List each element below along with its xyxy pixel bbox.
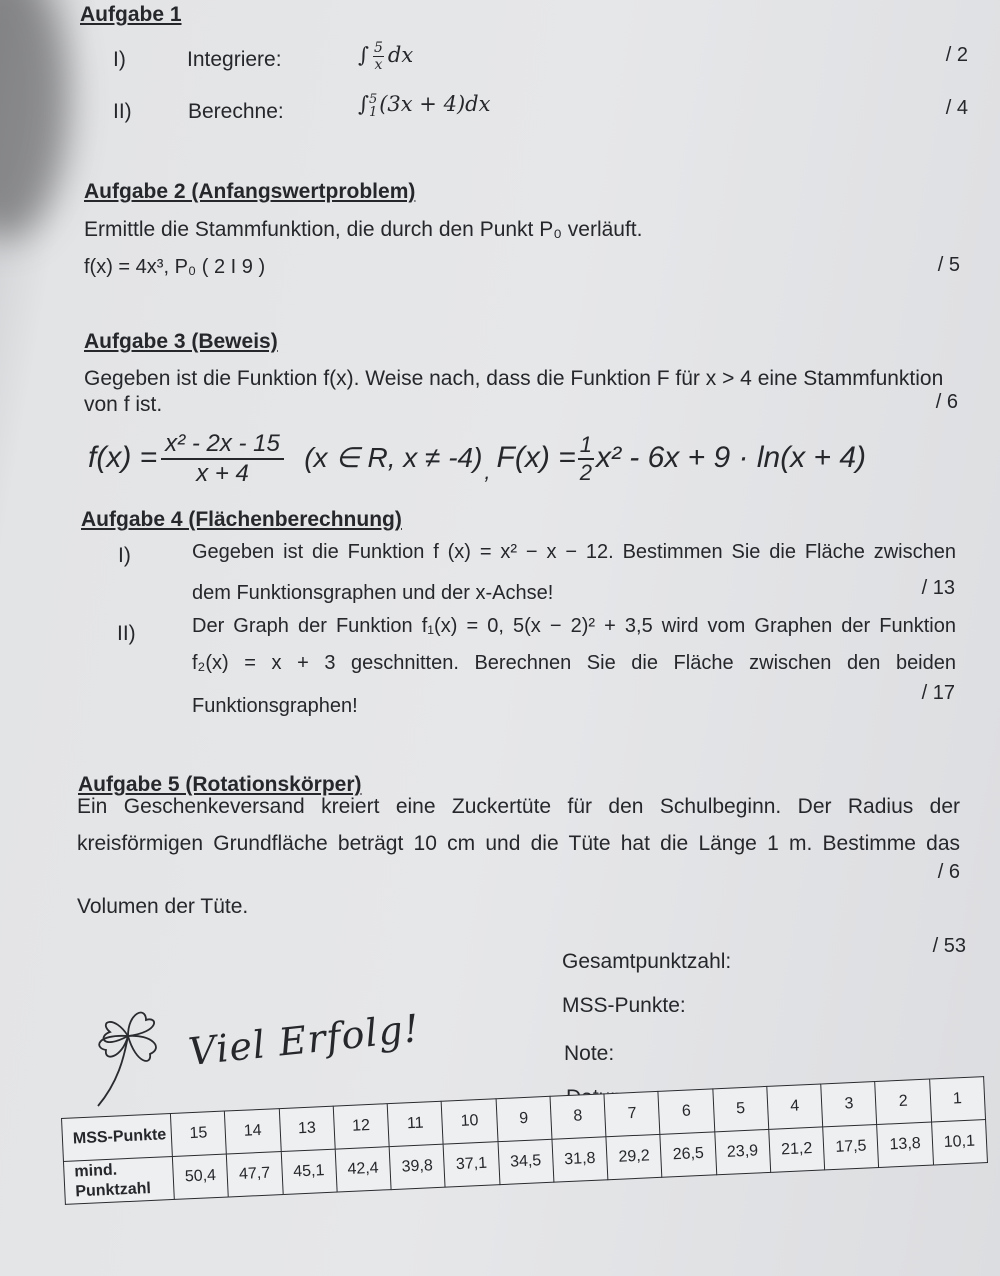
table-cell: 37,1: [443, 1142, 499, 1187]
table-cell: 10,1: [931, 1120, 987, 1165]
a4-ii-number: II): [117, 622, 136, 645]
table-cell: 9: [496, 1096, 552, 1141]
a5-line2: kreisförmigen Grundfläche beträgt 10 cm und die Tüte hat die Länge 1 m. Bestimme das: [77, 832, 960, 855]
a1-i-integral: [358, 40, 413, 73]
total-points: / 53: [932, 935, 966, 957]
table-cell: 3: [821, 1082, 877, 1127]
a2-line1: Ermittle die Stammfunktion, die durch den Punkt P₀ verläuft.: [84, 218, 643, 241]
f-domain: (x ∈ R, x ≠ -4): [304, 441, 483, 473]
a4-i-points: / 13: [921, 577, 955, 599]
a1-i-number: I): [113, 48, 126, 71]
a4-title: Aufgabe 4 (Flächenberechnung): [81, 508, 402, 531]
lower-limit: 1: [368, 104, 378, 120]
a1-ii-number: II): [113, 100, 132, 123]
table-cell: 8: [550, 1094, 606, 1139]
a4-ii-line3: Funktionsgraphen!: [192, 695, 358, 717]
a2-points: / 5: [937, 254, 960, 276]
mss-label: MSS-Punkte:: [562, 994, 686, 1017]
table-cell: 7: [604, 1091, 660, 1136]
table-cell: 1: [929, 1077, 985, 1122]
F-fraction: [578, 432, 594, 486]
a5-points: / 6: [937, 861, 960, 883]
a4-i-line1: Gegeben ist die Funktion f (x) = x² − x − 12. Bestimmen Sie die Fläche zwischen: [192, 541, 956, 563]
a3-line2: von f ist.: [84, 393, 163, 416]
table-cell: 23,9: [714, 1129, 770, 1174]
a4-i-number: I): [118, 544, 131, 567]
table-cell: 17,5: [823, 1124, 879, 1169]
a4-ii-line2: f₂(x) = x + 3 geschnitten. Berechnen Sie die Fläche zwischen den beiden: [192, 652, 956, 674]
table-cell: 39,8: [389, 1144, 445, 1189]
note-label: Note:: [564, 1042, 615, 1065]
integrand: (3x + 4)dx: [379, 92, 491, 116]
a4-ii-points: / 17: [921, 682, 955, 704]
four-leaf-clover-icon: [88, 1000, 178, 1112]
table-cell: 11: [387, 1101, 443, 1146]
F-rest: x² - 6x + 9 · ln(x + 4): [595, 440, 867, 474]
table-cell: 5: [713, 1086, 769, 1131]
a3-line1: Gegeben ist die Funktion f(x). Weise nach, dass die Funktion F für x > 4 eine Stammfunktion: [84, 367, 944, 390]
f-denominator: x + 4: [196, 460, 249, 487]
row-label-min: mind. Punktzahl: [63, 1156, 174, 1204]
a1-title: Aufgabe 1: [80, 3, 182, 26]
table-cell: 21,2: [769, 1127, 825, 1172]
table-cell: 45,1: [281, 1149, 337, 1194]
f-fraction: [161, 430, 284, 488]
integral-sign: ∫: [358, 43, 369, 67]
a5-line1: Ein Geschenkeversand kreiert eine Zuckertüte für den Schulbeginn. Der Radius der: [77, 795, 960, 818]
a1-ii-integral: [358, 92, 490, 119]
a3-title: Aufgabe 3 (Beweis): [84, 330, 278, 353]
table-cell: 29,2: [606, 1134, 662, 1179]
a1-ii-text: Berechne:: [188, 100, 284, 123]
F-lhs: F(x) =: [496, 440, 576, 474]
fraction-denominator: x: [374, 57, 383, 73]
table-cell: 10: [441, 1099, 497, 1144]
a1-i-points: / 2: [945, 44, 968, 66]
table-cell: 15: [170, 1111, 226, 1156]
a2-title: Aufgabe 2 (Anfangswertproblem): [84, 180, 416, 203]
f-lhs: f(x) =: [88, 440, 158, 474]
integral-tail: dx: [387, 43, 414, 67]
row-label-mss: MSS-Punkte: [62, 1114, 173, 1162]
table-cell: 14: [225, 1109, 281, 1154]
a5-line3: Volumen der Tüte.: [77, 895, 249, 918]
table-cell: 42,4: [335, 1147, 391, 1192]
f-numerator: x² - 2x - 15: [161, 430, 284, 460]
table-cell: 34,5: [498, 1139, 554, 1184]
upper-limit: 5: [368, 91, 378, 107]
F-numerator: 1: [578, 432, 594, 460]
a3-points: / 6: [935, 391, 958, 413]
table-cell: 12: [333, 1104, 389, 1149]
a1-ii-points: / 4: [945, 97, 968, 119]
table-cell: 26,5: [660, 1132, 716, 1177]
table-cell: 6: [658, 1089, 714, 1134]
integral-sign: ∫: [358, 92, 369, 116]
a4-i-line2: dem Funktionsgraphen und der x-Achse!: [192, 582, 554, 604]
a5-title: Aufgabe 5 (Rotationskörper): [78, 773, 362, 796]
integral-limits: [369, 93, 377, 119]
table-cell: 50,4: [172, 1154, 228, 1199]
fraction-numerator: 5: [373, 40, 383, 56]
fraction: [373, 40, 384, 73]
gesamt-label: Gesamtpunktzahl:: [562, 950, 732, 973]
a3-formula: [88, 430, 866, 488]
table-cell: 13: [279, 1106, 335, 1151]
table-cell: 2: [875, 1079, 931, 1124]
a1-i-text: Integriere:: [187, 48, 282, 71]
formula-comma: ,: [484, 458, 491, 484]
table-cell: 13,8: [877, 1122, 933, 1167]
table-cell: 4: [767, 1084, 823, 1129]
a2-line2: f(x) = 4x³, P₀ ( 2 I 9 ): [84, 256, 266, 278]
table-cell: 31,8: [552, 1137, 608, 1182]
a4-ii-line1: Der Graph der Funktion f₁(x) = 0, 5(x − 2)² + 3,5 wird vom Graphen der Funktion: [192, 615, 956, 637]
F-denominator: 2: [579, 460, 592, 485]
table-cell: 47,7: [227, 1152, 283, 1197]
viel-erfolg: Viel Erfolg!: [186, 1005, 422, 1075]
